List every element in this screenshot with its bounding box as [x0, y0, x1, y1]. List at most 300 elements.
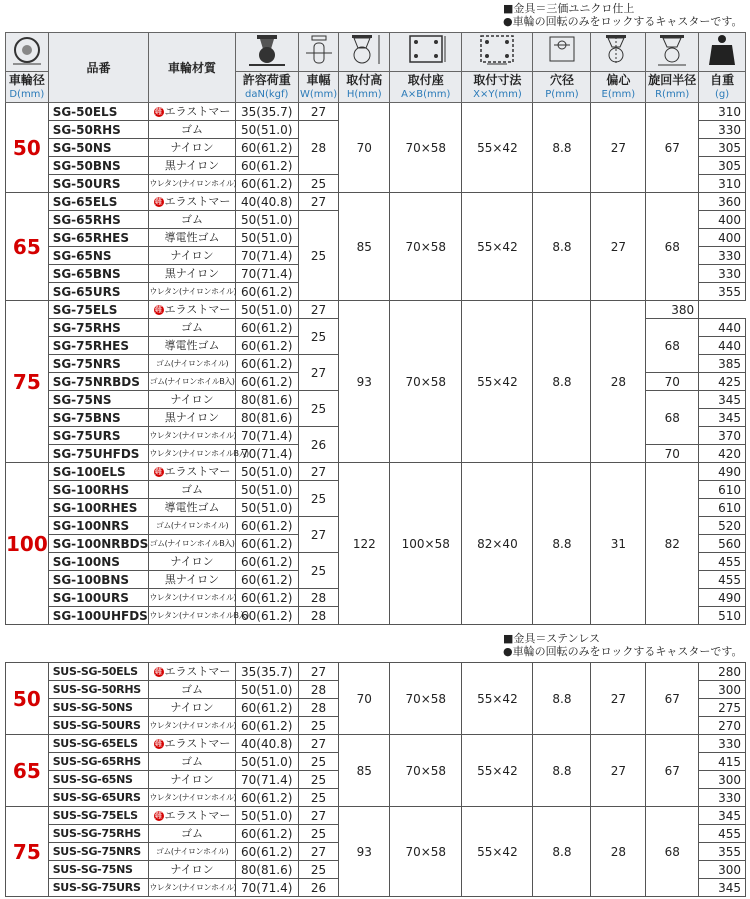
- offset-cell: 27: [591, 193, 646, 301]
- weight-cell: 270: [699, 717, 746, 735]
- load-cell: 60(61.2): [235, 843, 298, 861]
- material-cell: [149, 301, 235, 319]
- weight-cell: 355: [699, 843, 746, 861]
- header-unit: A×B(mm): [401, 89, 451, 100]
- material-cell: [149, 409, 235, 427]
- width-cell: 25: [298, 717, 339, 735]
- load-cell: 60(61.2): [235, 553, 298, 571]
- material-cell: [149, 193, 235, 211]
- product-code: SUS-SG-50URS: [48, 717, 149, 735]
- header-wheel_dia: [6, 72, 49, 103]
- load-cell: 60(61.2): [235, 373, 298, 391]
- table-row: [6, 103, 746, 121]
- material-cell: [149, 825, 235, 843]
- weight-cell: 310: [699, 175, 746, 193]
- load-cell: 60(61.2): [235, 337, 298, 355]
- load-cell: 70(71.4): [235, 879, 298, 897]
- width-cell: 25: [298, 319, 339, 355]
- load-cell: 35(35.7): [235, 663, 298, 681]
- material-text: エラストマー: [164, 302, 231, 316]
- product-code: SG-100NRS: [48, 517, 149, 535]
- table-row: [6, 193, 746, 211]
- load-cell: 50(51.0): [235, 211, 298, 229]
- material-text: ゴム: [181, 212, 203, 226]
- material-cell: [149, 663, 235, 681]
- material-cell: [149, 879, 235, 897]
- seat-cell: 70×58: [390, 301, 462, 463]
- weight-cell: 330: [699, 265, 746, 283]
- header-unit: E(mm): [601, 89, 636, 100]
- product-code: SUS-SG-75NRS: [48, 843, 149, 861]
- material-cell: [149, 735, 235, 753]
- header-width: [298, 72, 339, 103]
- width-cell: 25: [298, 481, 339, 517]
- width-cell: 25: [298, 753, 339, 771]
- product-code: SG-65URS: [48, 283, 149, 301]
- material-cell: [149, 571, 235, 589]
- height-cell: 70: [339, 663, 390, 735]
- weight-cell: 280: [699, 663, 746, 681]
- width-cell: 27: [298, 463, 339, 481]
- header-radius: [646, 72, 699, 103]
- material-cell: [149, 789, 235, 807]
- load-cell: 80(81.6): [235, 391, 298, 409]
- load-cell: 70(71.4): [235, 445, 298, 463]
- weight-cell: 300: [699, 681, 746, 699]
- weight-cell: 610: [699, 499, 746, 517]
- width-cell: 25: [298, 553, 339, 589]
- load-cell: 50(51.0): [235, 481, 298, 499]
- load-cell: 60(61.2): [235, 571, 298, 589]
- header-icon-cell: [699, 33, 746, 72]
- weight-cell: 360: [699, 193, 746, 211]
- material-cell: [149, 843, 235, 861]
- width-cell: 27: [298, 193, 339, 211]
- material-text: ナイロン: [170, 554, 214, 568]
- header-icon-row: [6, 33, 746, 72]
- material-text: ウレタン(ナイロンホイル): [149, 286, 237, 296]
- material-text: ゴム(ナイロンホイルB入): [149, 376, 235, 386]
- material-text: ウレタン(ナイロンホイルB入): [149, 610, 249, 620]
- radius-cell: 68: [646, 391, 699, 445]
- product-code: SG-100NRBDS: [48, 535, 149, 553]
- material-cell: [149, 103, 235, 121]
- material-cell: [149, 337, 235, 355]
- product-code: SUS-SG-65RHS: [48, 753, 149, 771]
- product-code: SG-65BNS: [48, 265, 149, 283]
- size-cell: 55×42: [462, 301, 533, 463]
- material-text: ウレタン(ナイロンホイル): [149, 882, 237, 892]
- product-code: SUS-SG-65URS: [48, 789, 149, 807]
- header-icon-cell: [646, 33, 699, 72]
- flame-retardant-badge: 難: [154, 666, 163, 676]
- header-label: 偏心: [606, 73, 631, 87]
- material-text: ウレタン(ナイロンホイルB入): [149, 448, 249, 458]
- material-cell: [149, 427, 235, 445]
- mounting-plate-icon: [401, 56, 451, 70]
- header-icon-cell: [533, 33, 591, 72]
- product-code: SG-65RHES: [48, 229, 149, 247]
- flame-retardant-badge: 難: [154, 466, 163, 476]
- product-code: SG-65RHS: [48, 211, 149, 229]
- table-row: [6, 301, 746, 319]
- seat-cell: 70×58: [390, 807, 462, 897]
- load-cell: 60(61.2): [235, 283, 298, 301]
- header-unit: X×Y(mm): [473, 89, 522, 100]
- header-unit: daN(kgf): [245, 89, 289, 100]
- material-text: 導電性ゴム: [164, 230, 220, 244]
- load-cell: 70(71.4): [235, 247, 298, 265]
- load-cell: 70(71.4): [235, 427, 298, 445]
- header-hole: [533, 72, 591, 103]
- offset-cell: 28: [591, 807, 646, 897]
- weight-cell: 345: [699, 409, 746, 427]
- product-code: SG-50RHS: [48, 121, 149, 139]
- load-cell: 80(81.6): [235, 409, 298, 427]
- header-label: 穴径: [549, 73, 574, 87]
- material-text: ナイロン: [170, 140, 214, 154]
- height-cell: 93: [339, 301, 390, 463]
- load-cell: 50(51.0): [235, 499, 298, 517]
- material-text: ゴム(ナイロンホイル): [155, 846, 229, 856]
- flame-retardant-badge: 難: [154, 106, 163, 116]
- load-cell: 70(71.4): [235, 265, 298, 283]
- material-cell: [149, 499, 235, 517]
- weight-cell: 380: [646, 301, 699, 319]
- product-code: SG-65ELS: [48, 193, 149, 211]
- header-unit: D(mm): [9, 89, 45, 100]
- header-label: 許容荷重: [242, 73, 291, 87]
- wheel-diameter-cell: 65: [6, 735, 49, 807]
- weight-cell: 370: [699, 427, 746, 445]
- weight-cell: 560: [699, 535, 746, 553]
- load-cell: 60(61.2): [235, 139, 298, 157]
- offset-cell: 31: [591, 463, 646, 625]
- material-text: 黒ナイロン: [164, 158, 220, 172]
- header-unit: (g): [714, 89, 730, 100]
- header-label: 取付座: [407, 73, 444, 87]
- load-cell: 40(40.8): [235, 193, 298, 211]
- material-text: ゴム: [181, 482, 203, 496]
- product-code: SG-75ELS: [48, 301, 149, 319]
- weight-cell: 345: [699, 879, 746, 897]
- material-cell: [149, 211, 235, 229]
- product-code: SG-75BNS: [48, 409, 149, 427]
- material-cell: [149, 355, 235, 373]
- material-cell: [149, 373, 235, 391]
- width-cell: 28: [298, 607, 339, 625]
- weight-cell: 310: [699, 103, 746, 121]
- hole-cell: 8.8: [533, 103, 591, 193]
- load-cell: 50(51.0): [235, 301, 298, 319]
- width-cell: 25: [298, 825, 339, 843]
- material-cell: [149, 139, 235, 157]
- load-cell: 50(51.0): [235, 463, 298, 481]
- caster-height-icon: [344, 56, 384, 70]
- weight-icon: [707, 56, 737, 70]
- weight-cell: 330: [699, 789, 746, 807]
- material-text: 黒ナイロン: [164, 266, 220, 280]
- finish-note: ■金具＝三価ユニクロ仕上: [503, 2, 635, 15]
- material-text: ゴム: [181, 122, 203, 136]
- width-cell: 25: [298, 391, 339, 427]
- height-cell: 93: [339, 807, 390, 897]
- weight-cell: 420: [699, 445, 746, 463]
- material-cell: [149, 861, 235, 879]
- header-icon-cell: [462, 33, 533, 72]
- product-code: SG-75RHS: [48, 319, 149, 337]
- material-cell: [149, 283, 235, 301]
- material-text: ゴム: [181, 682, 203, 696]
- weight-cell: 440: [699, 337, 746, 355]
- wheel-diameter-cell: 65: [6, 193, 49, 301]
- flame-retardant-badge: 難: [154, 810, 163, 820]
- header-icon-cell: [390, 33, 462, 72]
- material-cell: [149, 589, 235, 607]
- load-cell: 40(40.8): [235, 735, 298, 753]
- header-unit: H(mm): [346, 89, 382, 100]
- load-cell: 60(61.2): [235, 607, 298, 625]
- seat-cell: 70×58: [390, 663, 462, 735]
- width-cell: 25: [298, 175, 339, 193]
- material-text: 導電性ゴム: [164, 500, 220, 514]
- width-cell: 26: [298, 879, 339, 897]
- weight-cell: 425: [699, 373, 746, 391]
- offset-cell: 27: [591, 735, 646, 807]
- spec-note-1: [503, 2, 743, 28]
- hole-cell: 8.8: [533, 735, 591, 807]
- header-offset: [591, 72, 646, 103]
- size-cell: 55×42: [462, 807, 533, 897]
- product-code: SG-75NS: [48, 391, 149, 409]
- table-row: [6, 807, 746, 825]
- header-icon-cell: [298, 33, 339, 72]
- width-cell: 25: [298, 771, 339, 789]
- weight-cell: 415: [699, 753, 746, 771]
- product-code: SG-50ELS: [48, 103, 149, 121]
- material-cell: [149, 247, 235, 265]
- material-text: エラストマー: [164, 464, 231, 478]
- load-cell: 50(51.0): [235, 681, 298, 699]
- width-cell: 27: [298, 663, 339, 681]
- flame-retardant-badge: 難: [154, 196, 163, 206]
- weight-cell: 345: [699, 807, 746, 825]
- product-code: SG-75URS: [48, 427, 149, 445]
- height-cell: 70: [339, 103, 390, 193]
- header-label: 取付寸法: [473, 73, 522, 87]
- product-code: SUS-SG-75RHS: [48, 825, 149, 843]
- lock-note: ●車輪の回転のみをロックするキャスターです。: [503, 15, 743, 28]
- load-cell: 60(61.2): [235, 517, 298, 535]
- header-icon-cell: [591, 33, 646, 72]
- caster-spec-table-zinc: [5, 32, 746, 625]
- material-cell: [149, 121, 235, 139]
- weight-cell: 300: [699, 861, 746, 879]
- width-cell: 27: [298, 735, 339, 753]
- product-code: SUS-SG-65ELS: [48, 735, 149, 753]
- header-icon-cell: [339, 33, 390, 72]
- material-cell: [149, 699, 235, 717]
- weight-cell: 330: [699, 121, 746, 139]
- product-code: SG-65NS: [48, 247, 149, 265]
- load-cell: 60(61.2): [235, 699, 298, 717]
- hole-cell: 8.8: [533, 807, 591, 897]
- product-code: SG-75RHES: [48, 337, 149, 355]
- weight-cell: 455: [699, 571, 746, 589]
- table-row: [6, 663, 746, 681]
- width-cell: 28: [298, 699, 339, 717]
- header-unit: W(mm): [299, 89, 338, 100]
- material-text: ゴム: [181, 320, 203, 334]
- product-code: SUS-SG-75ELS: [48, 807, 149, 825]
- offset-icon: [600, 56, 636, 70]
- material-cell: [149, 265, 235, 283]
- width-cell: 27: [298, 517, 339, 553]
- weight-cell: 490: [699, 463, 746, 481]
- material-cell: [149, 535, 235, 553]
- load-cell: 70(71.4): [235, 771, 298, 789]
- wheel-diameter-cell: 100: [6, 463, 49, 625]
- width-cell: 25: [298, 861, 339, 879]
- product-code: SG-100BNS: [48, 571, 149, 589]
- hole-cell: 8.8: [533, 663, 591, 735]
- hole-diameter-icon: [542, 56, 582, 70]
- weight-cell: 455: [699, 825, 746, 843]
- table-row: [6, 735, 746, 753]
- material-text: ウレタン(ナイロンホイル): [149, 592, 237, 602]
- weight-cell: 510: [699, 607, 746, 625]
- caster-load-icon: [247, 56, 287, 70]
- product-code: SG-75UHFDS: [48, 445, 149, 463]
- weight-cell: 400: [699, 229, 746, 247]
- height-cell: 122: [339, 463, 390, 625]
- header-icon-cell: [235, 33, 298, 72]
- weight-cell: 520: [699, 517, 746, 535]
- material-cell: [149, 463, 235, 481]
- material-text: エラストマー: [164, 736, 231, 750]
- width-cell: 26: [298, 427, 339, 463]
- radius-cell: 70: [646, 445, 699, 463]
- width-cell: 27: [298, 807, 339, 825]
- load-cell: 50(51.0): [235, 753, 298, 771]
- weight-cell: 385: [699, 355, 746, 373]
- weight-cell: 610: [699, 481, 746, 499]
- material-cell: [149, 391, 235, 409]
- product-code: SG-100NS: [48, 553, 149, 571]
- size-cell: 55×42: [462, 735, 533, 807]
- radius-cell: 67: [646, 663, 699, 735]
- material-text: ナイロン: [170, 700, 214, 714]
- header-seat: [390, 72, 462, 103]
- product-code: SUS-SG-65NS: [48, 771, 149, 789]
- material-text: 導電性ゴム: [164, 338, 220, 352]
- header-code: 品番: [48, 33, 149, 103]
- header-label: 取付高: [346, 73, 383, 87]
- hole-cell: 8.8: [533, 463, 591, 625]
- width-cell: 25: [298, 789, 339, 807]
- material-cell: [149, 445, 249, 463]
- load-cell: 60(61.2): [235, 157, 298, 175]
- seat-cell: 70×58: [390, 193, 462, 301]
- product-code: SG-75NRBDS: [48, 373, 149, 391]
- wheel-diameter-cell: 75: [6, 301, 49, 463]
- weight-cell: 440: [699, 319, 746, 337]
- material-text: ゴム: [181, 754, 203, 768]
- width-cell: 27: [298, 103, 339, 121]
- width-cell: 28: [298, 681, 339, 699]
- material-cell: [149, 517, 235, 535]
- material-cell: [149, 175, 235, 193]
- size-cell: 55×42: [462, 103, 533, 193]
- load-cell: 50(51.0): [235, 229, 298, 247]
- load-cell: 60(61.2): [235, 319, 298, 337]
- product-code: SG-100RHS: [48, 481, 149, 499]
- material-cell: [149, 553, 235, 571]
- product-code: SUS-SG-50NS: [48, 699, 149, 717]
- seat-cell: 70×58: [390, 103, 462, 193]
- header-icon-cell: [6, 33, 49, 72]
- header-weight: [699, 72, 746, 103]
- offset-cell: 27: [591, 663, 646, 735]
- radius-cell: 68: [646, 807, 699, 897]
- hole-cell: 8.8: [533, 301, 591, 463]
- size-cell: 55×42: [462, 193, 533, 301]
- load-cell: 35(35.7): [235, 103, 298, 121]
- radius-cell: 68: [646, 319, 699, 373]
- material-cell: [149, 319, 235, 337]
- product-code: SG-75NRS: [48, 355, 149, 373]
- table-row: [6, 463, 746, 481]
- load-cell: 50(51.0): [235, 807, 298, 825]
- wheel-diameter-icon: [10, 54, 44, 68]
- material-text: エラストマー: [164, 664, 231, 678]
- material-text: 黒ナイロン: [164, 410, 220, 424]
- material-text: ウレタン(ナイロンホイル): [149, 430, 237, 440]
- load-cell: 60(61.2): [235, 535, 298, 553]
- weight-cell: 330: [699, 247, 746, 265]
- load-cell: 60(61.2): [235, 825, 298, 843]
- weight-cell: 490: [699, 589, 746, 607]
- radius-cell: 82: [646, 463, 699, 625]
- lock-note-stainless: ●車輪の回転のみをロックするキャスターです。: [503, 645, 743, 658]
- material-cell: [149, 607, 249, 625]
- height-cell: 85: [339, 193, 390, 301]
- flame-retardant-badge: 難: [154, 738, 163, 748]
- material-text: ナイロン: [170, 862, 214, 876]
- size-cell: 82×40: [462, 463, 533, 625]
- product-code: SG-50URS: [48, 175, 149, 193]
- weight-cell: 305: [699, 157, 746, 175]
- offset-cell: 28: [591, 301, 646, 463]
- product-code: SG-50BNS: [48, 157, 149, 175]
- width-cell: 27: [298, 301, 339, 319]
- header-label: 車幅: [306, 73, 331, 87]
- radius-cell: 68: [646, 193, 699, 301]
- width-cell: 27: [298, 355, 339, 391]
- swivel-radius-icon: [654, 56, 690, 70]
- material-text: エラストマー: [164, 194, 231, 208]
- material-cell: [149, 771, 235, 789]
- product-code: SG-100URS: [48, 589, 149, 607]
- mounting-holes-icon: [472, 56, 522, 70]
- material-text: ナイロン: [170, 772, 214, 786]
- product-code: SG-100RHES: [48, 499, 149, 517]
- wheel-diameter-cell: 50: [6, 663, 49, 735]
- weight-cell: 305: [699, 139, 746, 157]
- weight-cell: 345: [699, 391, 746, 409]
- product-code: SG-100UHFDS: [48, 607, 149, 625]
- caster-spec-table-stainless: [5, 662, 746, 897]
